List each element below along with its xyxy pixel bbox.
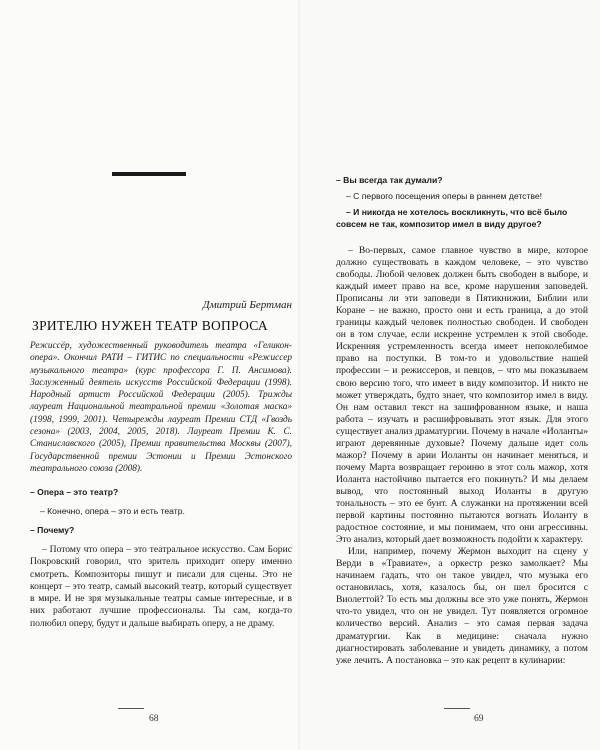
answer-3: – С первого посещения оперы в раннем детстве! (346, 191, 543, 201)
author-bio: Режиссёр, художественный руководитель театра «Геликон-опера». Окончил РАТИ – ГИТИС по специальности «Режиссер музыкального театра» (курс профессора Г. П. Ансимова). Заслуженный деятель искусств Российской Федерации (1998). Народный артист Российской Федерации (2005). Трижды лауреат Национальной театральной премии «Золотая маска» (1998, 1999, 2001). Четырежды лауреат Премии СТД «Гвоздь сезона» (2003, 2004, 2005, 2018). Лауреат Премии К. С. Станиславского (2005), Премии правительства Москвы (2007), Государственной премии Эстонии и Премии Эстонского театрального союза (2008). (30, 341, 292, 474)
paragraph-2: Или, например, почему Жермон выходит на сцену у Верди в «Травиате», а оркестр резко замолкает? Мы начинаем гадать, что он такое увидел, что музыка его остановилась, хотя, казалось бы, он шел бросится с Виолеттой? То есть мы должны все это уже понять, Жермон что-то увидел, что он не увидел. Тут появляется огромное количество версий. Анализ – это самая первая задача драматургии. Как в медицине: сначала нужно диагностировать заболевание и увидеть динамику, а потом уже лечить. А постановка – это как рецепт в кулинарии: (336, 546, 588, 666)
chapter-rule (112, 172, 186, 176)
right-body-text (336, 245, 588, 667)
author-name: Дмитрий Бертман (202, 299, 292, 311)
page-number-left: 68 (149, 714, 159, 724)
question-2: – Почему? (30, 525, 75, 535)
question-4: – И никогда не хотелось воскликнуть, что всё было совсем не так, композитор имел в виду другое? (336, 207, 568, 229)
folio-rule-left (118, 708, 144, 709)
chapter-title: ЗРИТЕЛЮ НУЖЕН ТЕАТР ВОПРОСА (32, 318, 268, 333)
answer-1: – Конечно, опера – это и есть театр. (40, 506, 185, 516)
left-body-text: – Потому что опера – это театральное искусство. Сам Борис Покровский говорил, что зритель приходит оперу именно смотреть. Композиторы пишут и писали для сцены. Это не концерт – это театр, самый высокий театр, который существует в мире. И не зря музыкальные театры самые интересные, и в них работают лучшие профессионалы. Ты сам, когда-то полюбил оперу, будут и дальше выбирать оперу, а не драму. (30, 544, 292, 629)
question-1: – Опера – это театр? (30, 487, 119, 497)
paragraph-1: – Во-первых, самое главное чувство в мире, которое должно существовать в каждом человеке, – это чувство свободы. Любой человек должен быть свободен в выборе, и каждый имеет право на все, кроме нарушения заповедей. Прописаны ли эти заповеди в Пятикнижии, Библии или Коране – не важно, просто они и есть граница, а до этой границы каждый человек полностью свободен. И свободен он в том случае, если искренне устремлен к этой свободе. Искренняя устремленность всегда имеет непоколебимое право на поступки. В том-то и удовольствие нашей профессии – и режиссеров, и певцов, – что мы показываем свою версию того, что имеет в виду композитор. И никто не может утверждать, будто знает, что композитор имел в виду. Он нам оставил текст на зашифрованном языке, и наша работа – изучать и расшифровывать этот язык. Для этого существует анализ драматургии. Почему в начале «Иоланты» играют деревянные духовые? Почему дальше идет соль мажор? Почему в арии Иоланты он начинает меняться, и почему Марта возвращает героиню в этот соль мажор, хотя Иоланта настойчиво пытается его покинуть? И мы делаем вывод, что постоянный выход Иоланты в другую тональность – это ее бунт. А служанки на протяжении всей первой картины постоянно пытаются вогнать Иоланту в радостное состояние, и мы понимаем, что они агрессивны. Это анализ, который дает возможность подойти к характеру. (336, 245, 588, 546)
page-number-right: 69 (474, 714, 484, 724)
question-3: – Вы всегда так думали? (336, 175, 443, 185)
folio-rule-right (444, 708, 470, 709)
